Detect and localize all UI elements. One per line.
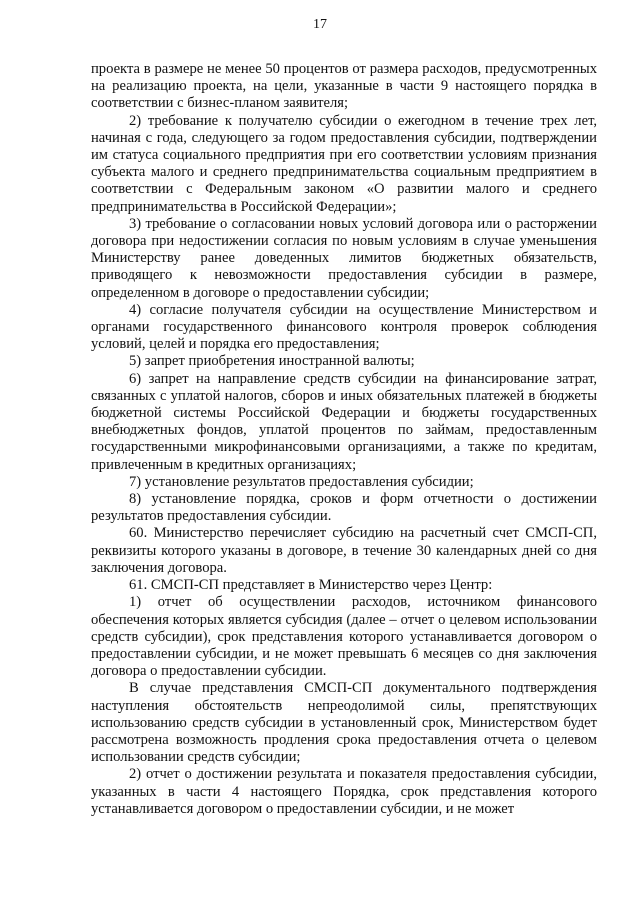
paragraph: 8) установление порядка, сроков и форм отчетности о достижении результатов предоставления субсидии. xyxy=(91,491,597,525)
paragraph: 7) установление результатов предоставления субсидии; xyxy=(129,473,474,490)
paragraph: 3) требование о согласовании новых условий договора или о расторжении договора при недостижении согласия по новым условиям в случае уменьшения Министерству ранее доведенных лимитов бюджетных обязательств, приводящего к невозможности предоставления субсидии в размере, определенном в договоре о предоставлении субсидии; xyxy=(91,215,597,301)
paragraph: В случае представления СМСП-СП документального подтверждения наступления обстоятельств непреодолимой силы, препятствующих использованию средств субсидии в установленный срок, Министерством будет рассмотрена возможность продления срока предоставления отчета о целевом использовании средств субсидии; xyxy=(91,680,597,766)
paragraph: 2) отчет о достижении результата и показателя предоставления субсидии, указанных в части 4 настоящего Порядка, срок представления которого устанавливается договором о предоставлении субсидии, и не может xyxy=(91,766,597,817)
paragraph: 4) согласие получателя субсидии на осуществление Министерством и органами государственного финансового контроля проверок соблюдения условий, целей и порядка его предоставления; xyxy=(91,301,597,353)
paragraph: 1) отчет об осуществлении расходов, источником финансового обеспечения которых является субсидия (далее – отчет о целевом использовании средств субсидии), срок представления которого устанавливается договором о предоставлении субсидии, и не может превышать 6 месяцев со дня заключения договора о предоставлении субсидии. xyxy=(91,594,597,680)
page-number: 17 xyxy=(313,17,327,32)
paragraph: 5) запрет приобретения иностранной валюты; xyxy=(129,353,415,370)
paragraph: 60. Министерство перечисляет субсидию на расчетный счет СМСП-СП, реквизиты которого указаны в договоре, в течение 30 календарных дней со дня заключения договора. xyxy=(91,525,597,576)
document-body xyxy=(91,61,597,818)
paragraph: 61. СМСП-СП представляет в Министерство через Центр: xyxy=(129,577,493,594)
paragraph: 6) запрет на направление средств субсидии на финансирование затрат, связанных с уплатой налогов, сборов и иных обязательных платежей в бюджеты бюджетной системы Российской Федерации и бюджеты государственных внебюджетных фондов, уплатой процентов по займам, предоставленным государственными микрофинансовыми организациями, а также по кредитам, привлеченным в кредитных организациях; xyxy=(91,370,597,473)
paragraph: 2) требование к получателю субсидии о ежегодном в течение трех лет, начиная с года, следующего за годом предоставления субсидии, подтверждении им статуса социального предприятия при его соответствии условиям признания субъекта малого и среднего предпринимательства социальным предприятием в соответствии с Федеральным законом «О развитии малого и среднего предпринимательства в Российской Федерации»; xyxy=(91,112,597,215)
paragraph: проекта в размере не менее 50 процентов от размера расходов, предусмотренных на реализацию проекта, на цели, указанные в части 9 настоящего порядка в соответствии с бизнес-планом заявителя; xyxy=(91,61,597,112)
